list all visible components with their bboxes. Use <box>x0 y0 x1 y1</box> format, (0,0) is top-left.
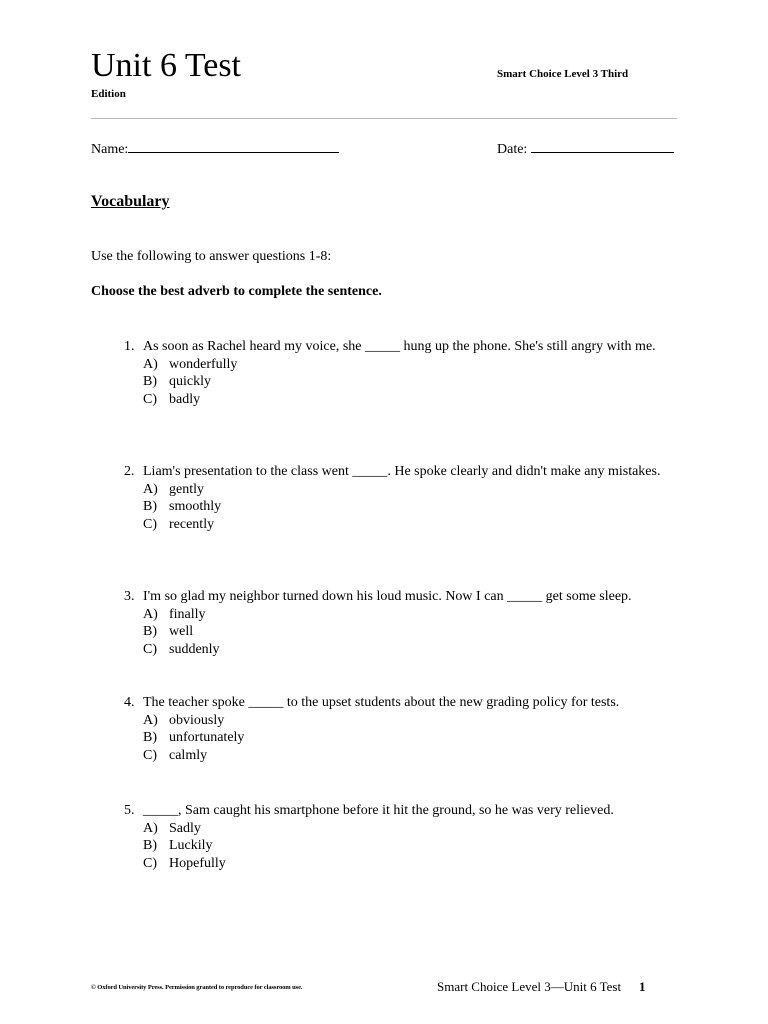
option-letter: A) <box>143 481 158 497</box>
option-text: Sadly <box>169 820 201 836</box>
question-text: _____, Sam caught his smartphone before it hit the ground, so he was very relieved. <box>143 803 614 818</box>
option-letter: A) <box>143 606 158 622</box>
option-b[interactable] <box>124 837 669 855</box>
question-1 <box>124 338 669 408</box>
option-letter: B) <box>143 624 157 639</box>
option-b[interactable] <box>124 623 669 641</box>
option-text: suddenly <box>169 641 220 657</box>
option-a[interactable] <box>124 820 669 838</box>
option-b[interactable] <box>124 498 669 516</box>
question-number: 3. <box>124 589 135 604</box>
question-text: Liam's presentation to the class went _____. He spoke clearly and didn't make any mistakes. <box>143 464 661 479</box>
question-3 <box>124 588 669 658</box>
option-b[interactable] <box>124 729 669 747</box>
option-c[interactable] <box>124 747 669 765</box>
question-number: 4. <box>124 695 135 710</box>
name-label: Name: <box>91 142 129 157</box>
question-text: The teacher spoke _____ to the upset students about the new grading policy for tests. <box>143 695 620 710</box>
date-blank-line[interactable] <box>531 138 674 153</box>
directive-text: Choose the best adverb to complete the sentence. <box>91 284 382 299</box>
name-blank-line[interactable] <box>128 138 339 153</box>
option-text: unfortunately <box>169 730 245 745</box>
option-text: quickly <box>169 374 211 389</box>
option-text: obviously <box>169 712 225 728</box>
instruction-text: Use the following to answer questions 1-8: <box>91 249 332 264</box>
book-subtitle: Smart Choice Level 3 Third <box>497 68 629 80</box>
option-letter: B) <box>143 374 157 389</box>
option-text: recently <box>169 516 215 532</box>
section-heading: Vocabulary <box>91 193 170 210</box>
option-text: badly <box>169 391 201 407</box>
option-letter: A) <box>143 712 158 728</box>
question-text: I'm so glad my neighbor turned down his loud music. Now I can _____ get some sleep. <box>143 589 632 604</box>
question-number: 1. <box>124 339 135 354</box>
question-4 <box>124 694 669 764</box>
option-letter: B) <box>143 499 157 514</box>
option-text: calmly <box>169 747 208 763</box>
copyright-notice: © Oxford University Press. Permission granted to reproduce for classroom use. <box>91 984 303 991</box>
option-text: well <box>169 624 194 639</box>
question-2 <box>124 463 669 533</box>
option-c[interactable] <box>124 516 669 534</box>
name-field[interactable] <box>91 138 339 159</box>
option-text: wonderfully <box>169 356 238 372</box>
option-letter: B) <box>143 838 157 853</box>
question-text: As soon as Rachel heard my voice, she _____ hung up the phone. She's still angry with me. <box>143 339 656 354</box>
option-letter: C) <box>143 641 157 657</box>
option-a[interactable] <box>124 356 669 374</box>
option-letter: A) <box>143 820 158 836</box>
option-text: Luckily <box>169 838 213 853</box>
option-c[interactable] <box>124 855 669 873</box>
option-text: Hopefully <box>169 855 226 871</box>
option-text: gently <box>169 481 204 497</box>
page-number: 1 <box>639 979 646 994</box>
option-letter: C) <box>143 747 157 763</box>
footer-course-title: Smart Choice Level 3—Unit 6 Test <box>437 979 622 994</box>
book-subtitle-continued: Edition <box>91 88 126 100</box>
option-a[interactable] <box>124 481 669 499</box>
option-b[interactable] <box>124 373 669 391</box>
option-letter: A) <box>143 356 158 372</box>
test-title: Unit 6 Test <box>91 47 241 84</box>
question-number: 2. <box>124 464 135 479</box>
option-c[interactable] <box>124 641 669 659</box>
date-label: Date: <box>497 142 531 157</box>
header-divider <box>91 118 677 119</box>
option-letter: C) <box>143 516 157 532</box>
option-letter: B) <box>143 730 157 745</box>
question-5 <box>124 802 669 872</box>
option-text: finally <box>169 606 206 622</box>
option-c[interactable] <box>124 391 669 409</box>
option-a[interactable] <box>124 712 669 730</box>
question-number: 5. <box>124 803 135 818</box>
option-letter: C) <box>143 855 157 871</box>
option-letter: C) <box>143 391 157 407</box>
option-a[interactable] <box>124 606 669 624</box>
date-field[interactable] <box>497 138 674 159</box>
option-text: smoothly <box>169 499 222 514</box>
